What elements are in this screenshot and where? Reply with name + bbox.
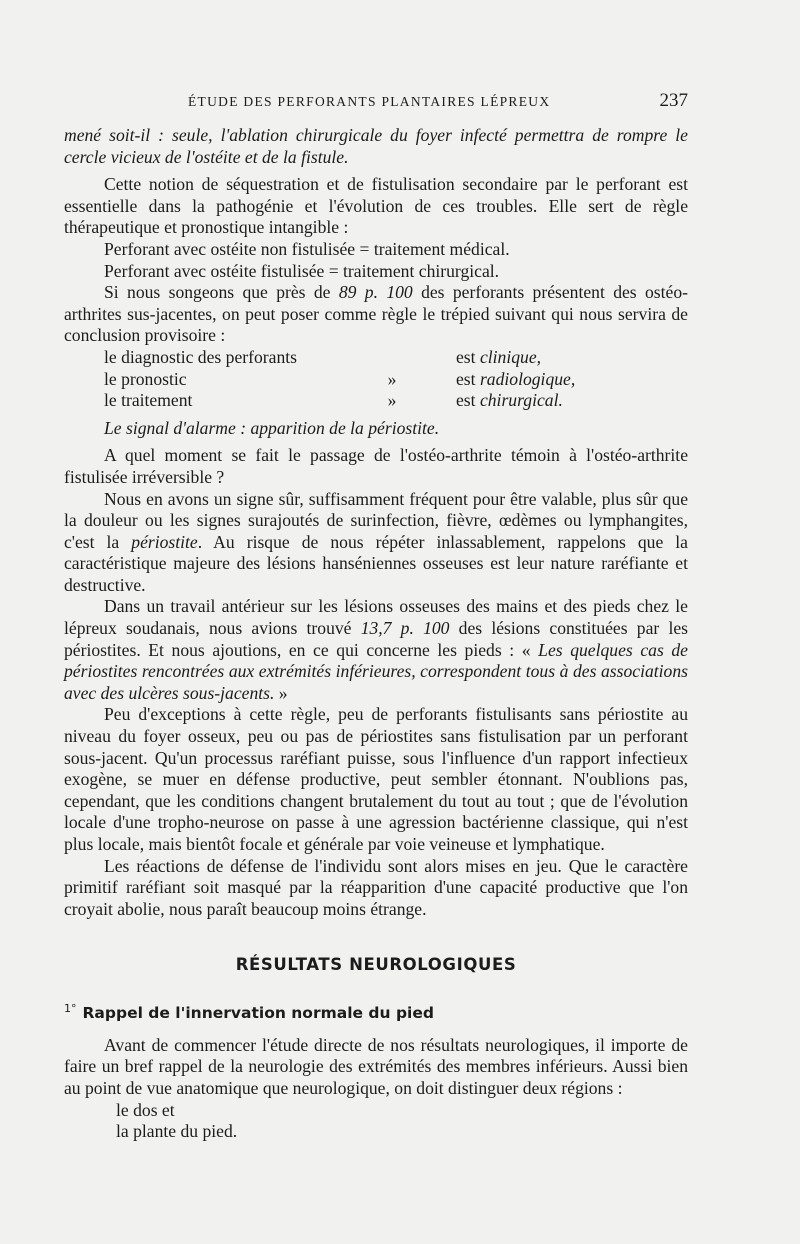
- tripod-verb: est: [456, 390, 476, 411]
- tripod-verb: est: [456, 346, 476, 367]
- text-segment: . Au risque de nous répéter inlassablement, rappelons que la caractéristique majeure des lésions hanséniennes osseuses est leur nature raréfiante et destructive.: [64, 531, 688, 595]
- page-number: 237: [659, 90, 688, 111]
- paragraph-question: A quel moment se fait le passage de l'ostéo-arthrite témoin à l'ostéo-arthrite fistulisée irréversible ?: [64, 445, 688, 487]
- ditto-mark: »: [387, 390, 397, 411]
- paragraph-neurology: Avant de commencer l'étude directe de nos résultats neurologiques, il importe de faire un bref rappel de la neurologie des extrémités des membres inférieurs. Aussi bien au point de vue anatomique que neurologique, on doit distinguer deux régions :: [64, 1034, 688, 1098]
- paragraph-exceptions: Peu d'exceptions à cette règle, peu de perforants fistulisants sans périostite au niveau du foyer osseux, peu ou pas de périostites sans fistulisation par un perforant sous-jacent. Qu'un processus raréfiant puisse, sous l'influence d'un rapport infectieux exogène, se muer en défense productive, peut sembler étonnant. N'oublions pas, cependant, que les conditions changent brutalement du tout au tout ; que de l'évolution locale d'une tropho-neurose on passe à une agression bactérienne classique, qui n'est plus locale, mais bientôt focale et générale par voie veineuse et lymphatique.: [64, 704, 688, 854]
- text-segment: des lésions constituées par les périostites. Et nous ajoutions, en ce qui concerne les pieds : «: [64, 618, 688, 660]
- subsection-heading: [64, 998, 688, 1025]
- running-title: ÉTUDE DES PERFORANTS PLANTAIRES LÉPREUX: [188, 94, 551, 109]
- subsection-title: Rappel de l'innervation normale du pied: [82, 1004, 434, 1023]
- text-segment: Nous en avons un signe sûr, suffisamment fréquent pour être valable, plus sûr que la douleur ou les signes surajoutés de surinfection, fièvre, œdèmes ou lymphangites, c'est la: [64, 488, 688, 552]
- percentage-reference: 13,7 p. 100: [360, 618, 450, 639]
- text-segment: Si nous songeons que près de: [104, 282, 339, 303]
- tripod-value: chirurgical.: [479, 390, 563, 411]
- tripod-value: clinique,: [479, 346, 542, 367]
- paragraph-previous-work: [64, 596, 688, 704]
- subsection-number: 1°: [64, 1001, 77, 1015]
- paragraph-defense: Les réactions de défense de l'individu sont alors mises en jeu. Que le caractère primitif raréfiant soit masqué par la réapparition d'une capacité productive que l'on croyait abolie, nous paraît beaucoup moins étrange.: [64, 855, 688, 919]
- quotation: Les quelques cas de périostites rencontrées aux extrémités inférieures, correspondent tous à des associations avec des ulcères sous-jacents.: [64, 639, 688, 703]
- percentage-reference: 89 p. 100: [338, 282, 413, 303]
- tripod-label: le diagnostic des perforants: [104, 346, 297, 367]
- rule-surgical: Perforant avec ostéite fistulisée = traitement chirurgical.: [104, 260, 500, 281]
- region-item: la plante du pied.: [116, 1121, 238, 1142]
- signal-heading: Le signal d'alarme : apparition de la périostite.: [104, 417, 440, 438]
- paragraph-tripod-intro: [64, 282, 688, 347]
- tripod-row: [64, 369, 688, 391]
- emphasis: périostite: [131, 531, 198, 552]
- ditto-mark: [356, 347, 456, 369]
- tripod-value: radiologique,: [479, 368, 576, 389]
- region-item: le dos et: [116, 1099, 175, 1120]
- tripod-list: [64, 347, 688, 412]
- section-title: RÉSULTATS NEUROLOGIQUES: [235, 955, 517, 975]
- tripod-row: [64, 390, 688, 412]
- text-segment: des perforants présentent des ostéo-arthrites sus-jacentes, on peut poser comme règle le trépied suivant qui nous servira de conclusion provisoire :: [64, 282, 688, 346]
- ditto-mark: »: [387, 368, 397, 389]
- paragraph-continuation: mené soit-il : seule, l'ablation chirurgicale du foyer infecté permettra de rompre le cercle vicieux de l'ostéite et de la fistule.: [64, 125, 688, 167]
- text-segment: »: [274, 682, 288, 703]
- text-segment: Dans un travail antérieur sur les lésions osseuses des mains et des pieds chez le lépreux soudanais, nous avions trouvé: [64, 596, 688, 639]
- rule-medical: Perforant avec ostéite non fistulisée = traitement médical.: [104, 238, 510, 259]
- paragraph-sequestration: Cette notion de séquestration et de fistulisation secondaire par le perforant est essentielle dans la pathogénie et l'évolution de ces troubles. Elle sert de règle thérapeutique et pronostique intangible :: [64, 174, 688, 238]
- tripod-row: [64, 347, 688, 369]
- tripod-label: le pronostic: [104, 368, 187, 389]
- tripod-verb: est: [456, 368, 476, 389]
- paragraph-periostitis: [64, 489, 688, 597]
- page-body: [64, 125, 688, 1143]
- tripod-label: le traitement: [104, 390, 193, 411]
